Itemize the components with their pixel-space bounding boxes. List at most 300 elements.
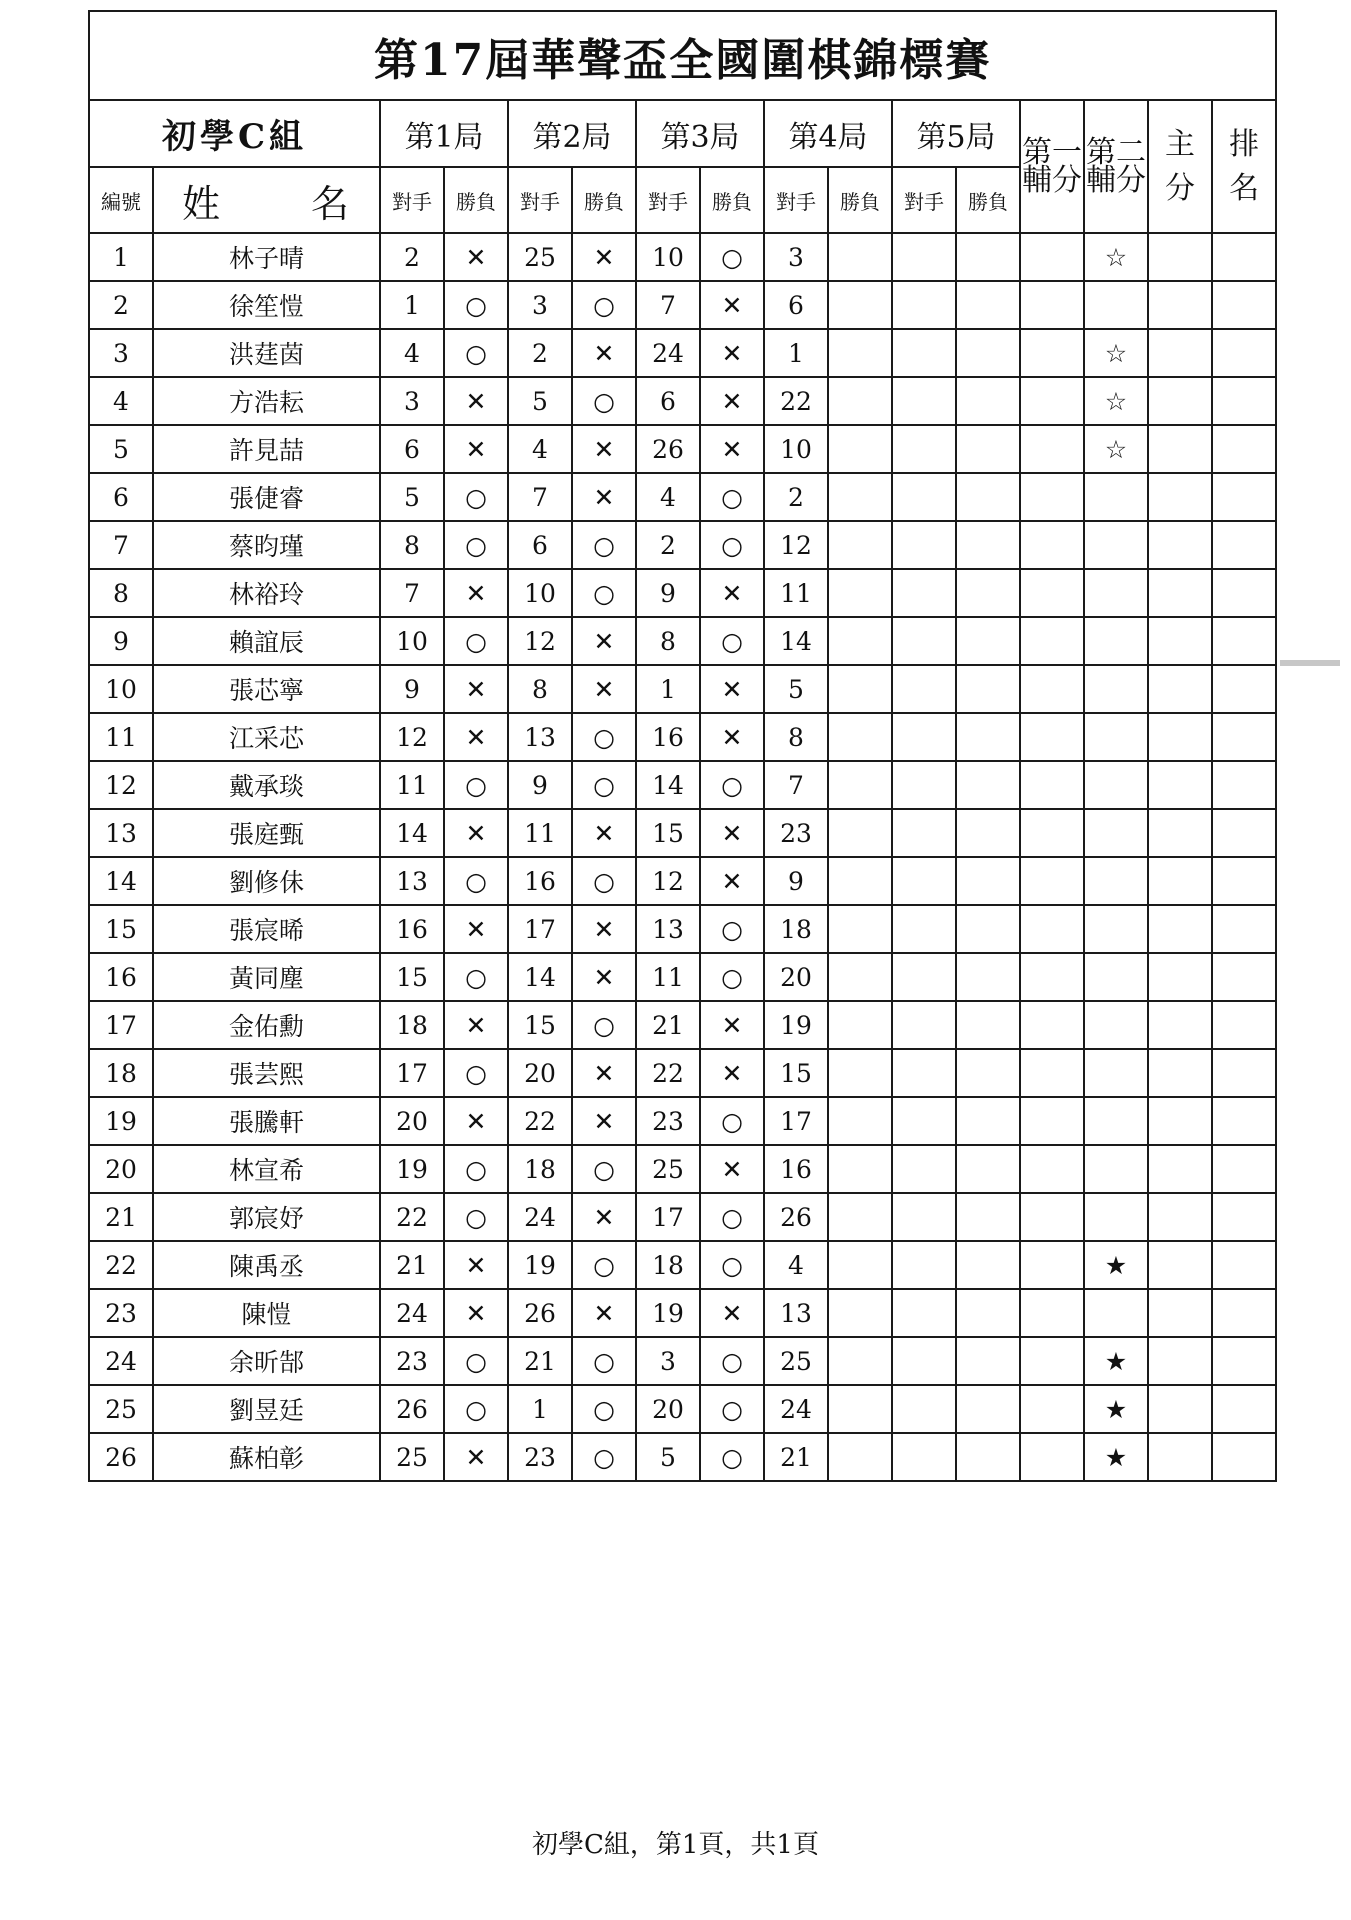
player-name: 張倢睿 bbox=[153, 473, 380, 521]
round-4-result bbox=[828, 1289, 892, 1337]
round-2-result: ✕ bbox=[572, 905, 636, 953]
aux-score-2-cell bbox=[1084, 281, 1148, 329]
rank-header bbox=[1212, 100, 1276, 233]
round-2-opponent: 5 bbox=[508, 377, 572, 425]
player-name: 郭宸妤 bbox=[153, 1193, 380, 1241]
standings-table bbox=[88, 10, 1277, 1482]
name-header-char2: 名 bbox=[310, 181, 349, 226]
table-row bbox=[89, 1385, 1276, 1433]
round-1-result: ○ bbox=[444, 473, 508, 521]
round-3-result: ○ bbox=[700, 761, 764, 809]
round-3-result: ✕ bbox=[700, 857, 764, 905]
table-row bbox=[89, 1337, 1276, 1385]
main-score-cell bbox=[1148, 521, 1212, 569]
round-4-opponent: 13 bbox=[764, 1289, 828, 1337]
round-3-result: ○ bbox=[700, 1193, 764, 1241]
round-5-result bbox=[956, 1289, 1020, 1337]
rank-header-line2: 名 bbox=[1229, 170, 1260, 206]
aux-score-2-cell bbox=[1084, 713, 1148, 761]
main-score-cell bbox=[1148, 713, 1212, 761]
round-5-result bbox=[956, 569, 1020, 617]
aux-score-1-cell bbox=[1020, 1049, 1084, 1097]
table-row bbox=[89, 857, 1276, 905]
round-1-result: ✕ bbox=[444, 1097, 508, 1145]
player-name: 徐笙愷 bbox=[153, 281, 380, 329]
round-2-result: ○ bbox=[572, 569, 636, 617]
aux-score-1-header-line1: 第一 bbox=[1022, 134, 1082, 170]
round-1-result: ○ bbox=[444, 1049, 508, 1097]
round-3-opponent: 1 bbox=[636, 665, 700, 713]
round-1-opponent: 22 bbox=[380, 1193, 444, 1241]
player-number: 19 bbox=[89, 1097, 153, 1145]
round-3-opponent: 14 bbox=[636, 761, 700, 809]
round-4-result bbox=[828, 569, 892, 617]
rank-cell bbox=[1212, 281, 1276, 329]
round-2-result: ✕ bbox=[572, 1289, 636, 1337]
round-2-opponent: 22 bbox=[508, 1097, 572, 1145]
round-1-opponent: 13 bbox=[380, 857, 444, 905]
player-name: 林子晴 bbox=[153, 233, 380, 281]
rank-cell bbox=[1212, 473, 1276, 521]
round-3-opponent: 11 bbox=[636, 953, 700, 1001]
round-1-opponent: 4 bbox=[380, 329, 444, 377]
aux-score-1-cell bbox=[1020, 1337, 1084, 1385]
aux-score-2-cell bbox=[1084, 473, 1148, 521]
round-2-opponent: 6 bbox=[508, 521, 572, 569]
aux-score-2-cell bbox=[1084, 1145, 1148, 1193]
round-1-result: ✕ bbox=[444, 665, 508, 713]
aux-score-2-cell: ★ bbox=[1084, 1385, 1148, 1433]
round-1-opponent: 1 bbox=[380, 281, 444, 329]
round-1-result: ○ bbox=[444, 1385, 508, 1433]
main-score-cell bbox=[1148, 1241, 1212, 1289]
aux-score-1-cell bbox=[1020, 1289, 1084, 1337]
round-3-result: ○ bbox=[700, 1097, 764, 1145]
round-2-opponent: 2 bbox=[508, 329, 572, 377]
round-1-opponent: 5 bbox=[380, 473, 444, 521]
round-2-opponent: 1 bbox=[508, 1385, 572, 1433]
round-2-result: ✕ bbox=[572, 665, 636, 713]
table-row bbox=[89, 1097, 1276, 1145]
round-4-opponent: 8 bbox=[764, 713, 828, 761]
main-score-cell bbox=[1148, 233, 1212, 281]
aux-score-1-cell bbox=[1020, 473, 1084, 521]
round-3-result: ○ bbox=[700, 1241, 764, 1289]
aux-score-2-cell bbox=[1084, 1193, 1148, 1241]
round-5-opponent bbox=[892, 1001, 956, 1049]
round-2-result: ✕ bbox=[572, 1097, 636, 1145]
player-name: 賴誼辰 bbox=[153, 617, 380, 665]
aux-score-1-cell bbox=[1020, 425, 1084, 473]
aux-score-2-cell: ★ bbox=[1084, 1337, 1148, 1385]
round-2-opponent: 14 bbox=[508, 953, 572, 1001]
round-2-header: 第2局 bbox=[508, 100, 636, 167]
round-5-opponent bbox=[892, 857, 956, 905]
round-3-result: ○ bbox=[700, 473, 764, 521]
opponent-header: 對手 bbox=[636, 167, 700, 233]
round-1-result: ○ bbox=[444, 953, 508, 1001]
rank-cell bbox=[1212, 1433, 1276, 1481]
aux-score-2-header-line2: 輔分 bbox=[1086, 162, 1146, 198]
round-5-opponent bbox=[892, 521, 956, 569]
rank-cell bbox=[1212, 1385, 1276, 1433]
player-name: 林裕玲 bbox=[153, 569, 380, 617]
player-name: 方浩耘 bbox=[153, 377, 380, 425]
main-score-cell bbox=[1148, 425, 1212, 473]
round-4-result bbox=[828, 425, 892, 473]
aux-score-1-cell bbox=[1020, 329, 1084, 377]
round-1-result: ✕ bbox=[444, 713, 508, 761]
round-5-result bbox=[956, 1001, 1020, 1049]
player-name: 陳愷 bbox=[153, 1289, 380, 1337]
round-5-result bbox=[956, 713, 1020, 761]
tournament-title: 第17屆華聲盃全國圍棋錦標賽 bbox=[89, 11, 1276, 100]
round-2-result: ○ bbox=[572, 1433, 636, 1481]
round-1-opponent: 3 bbox=[380, 377, 444, 425]
rank-cell bbox=[1212, 521, 1276, 569]
round-4-opponent: 3 bbox=[764, 233, 828, 281]
main-score-cell bbox=[1148, 1145, 1212, 1193]
result-header: 勝負 bbox=[956, 167, 1020, 233]
round-5-result bbox=[956, 953, 1020, 1001]
round-3-opponent: 7 bbox=[636, 281, 700, 329]
round-2-opponent: 10 bbox=[508, 569, 572, 617]
player-number: 16 bbox=[89, 953, 153, 1001]
aux-score-1-cell bbox=[1020, 233, 1084, 281]
table-row bbox=[89, 1001, 1276, 1049]
round-2-opponent: 20 bbox=[508, 1049, 572, 1097]
round-2-result: ○ bbox=[572, 857, 636, 905]
player-name: 蔡昀瑾 bbox=[153, 521, 380, 569]
round-3-result: ✕ bbox=[700, 713, 764, 761]
round-5-result bbox=[956, 329, 1020, 377]
round-2-opponent: 19 bbox=[508, 1241, 572, 1289]
round-5-result bbox=[956, 617, 1020, 665]
rank-cell bbox=[1212, 425, 1276, 473]
aux-score-2-cell bbox=[1084, 761, 1148, 809]
rank-cell bbox=[1212, 761, 1276, 809]
player-name: 張芸熙 bbox=[153, 1049, 380, 1097]
player-number: 26 bbox=[89, 1433, 153, 1481]
round-5-opponent bbox=[892, 569, 956, 617]
main-score-cell bbox=[1148, 1337, 1212, 1385]
round-5-result bbox=[956, 281, 1020, 329]
player-number: 3 bbox=[89, 329, 153, 377]
round-5-result bbox=[956, 377, 1020, 425]
round-2-result: ○ bbox=[572, 761, 636, 809]
main-score-cell bbox=[1148, 1433, 1212, 1481]
aux-score-2-cell: ★ bbox=[1084, 1241, 1148, 1289]
rank-cell bbox=[1212, 1337, 1276, 1385]
rank-cell bbox=[1212, 1193, 1276, 1241]
round-5-result bbox=[956, 857, 1020, 905]
rank-cell bbox=[1212, 329, 1276, 377]
rank-cell bbox=[1212, 617, 1276, 665]
round-1-result: ✕ bbox=[444, 377, 508, 425]
aux-score-2-cell bbox=[1084, 1289, 1148, 1337]
round-4-result bbox=[828, 1049, 892, 1097]
round-5-result bbox=[956, 521, 1020, 569]
round-5-opponent bbox=[892, 905, 956, 953]
round-5-result bbox=[956, 1433, 1020, 1481]
table-row bbox=[89, 761, 1276, 809]
rank-cell bbox=[1212, 569, 1276, 617]
round-3-opponent: 3 bbox=[636, 1337, 700, 1385]
round-3-opponent: 6 bbox=[636, 377, 700, 425]
round-2-result: ○ bbox=[572, 281, 636, 329]
player-name: 林宣希 bbox=[153, 1145, 380, 1193]
round-1-opponent: 7 bbox=[380, 569, 444, 617]
round-4-result bbox=[828, 1337, 892, 1385]
name-column-header bbox=[153, 167, 380, 233]
round-4-opponent: 17 bbox=[764, 1097, 828, 1145]
round-2-opponent: 25 bbox=[508, 233, 572, 281]
player-name: 劉昱廷 bbox=[153, 1385, 380, 1433]
round-2-opponent: 11 bbox=[508, 809, 572, 857]
round-2-opponent: 18 bbox=[508, 1145, 572, 1193]
round-3-opponent: 21 bbox=[636, 1001, 700, 1049]
player-number: 10 bbox=[89, 665, 153, 713]
player-number: 21 bbox=[89, 1193, 153, 1241]
player-name: 江采芯 bbox=[153, 713, 380, 761]
rank-cell bbox=[1212, 857, 1276, 905]
aux-score-2-cell bbox=[1084, 569, 1148, 617]
round-4-opponent: 4 bbox=[764, 1241, 828, 1289]
round-1-result: ✕ bbox=[444, 425, 508, 473]
round-5-result bbox=[956, 665, 1020, 713]
round-5-result bbox=[956, 761, 1020, 809]
player-name: 黃同塵 bbox=[153, 953, 380, 1001]
round-3-opponent: 13 bbox=[636, 905, 700, 953]
round-3-result: ○ bbox=[700, 953, 764, 1001]
round-4-result bbox=[828, 1001, 892, 1049]
table-row bbox=[89, 233, 1276, 281]
round-2-result: ○ bbox=[572, 1385, 636, 1433]
round-4-opponent: 24 bbox=[764, 1385, 828, 1433]
scan-artifact bbox=[1280, 660, 1340, 666]
rank-cell bbox=[1212, 809, 1276, 857]
round-1-opponent: 9 bbox=[380, 665, 444, 713]
round-2-result: ✕ bbox=[572, 473, 636, 521]
round-3-header: 第3局 bbox=[636, 100, 764, 167]
round-5-opponent bbox=[892, 1289, 956, 1337]
aux-score-1-cell bbox=[1020, 1145, 1084, 1193]
round-4-opponent: 23 bbox=[764, 809, 828, 857]
player-name: 張芯寧 bbox=[153, 665, 380, 713]
round-3-opponent: 16 bbox=[636, 713, 700, 761]
round-4-header: 第4局 bbox=[764, 100, 892, 167]
round-4-opponent: 9 bbox=[764, 857, 828, 905]
round-5-opponent bbox=[892, 1049, 956, 1097]
main-score-cell bbox=[1148, 1193, 1212, 1241]
round-2-opponent: 15 bbox=[508, 1001, 572, 1049]
rank-cell bbox=[1212, 1289, 1276, 1337]
table-row bbox=[89, 665, 1276, 713]
aux-score-2-cell bbox=[1084, 905, 1148, 953]
table-row bbox=[89, 809, 1276, 857]
round-4-result bbox=[828, 905, 892, 953]
aux-score-2-cell bbox=[1084, 1001, 1148, 1049]
main-score-cell bbox=[1148, 953, 1212, 1001]
round-3-result: ✕ bbox=[700, 281, 764, 329]
result-header: 勝負 bbox=[828, 167, 892, 233]
round-2-opponent: 7 bbox=[508, 473, 572, 521]
player-name: 張騰軒 bbox=[153, 1097, 380, 1145]
round-2-result: ✕ bbox=[572, 809, 636, 857]
player-number: 18 bbox=[89, 1049, 153, 1097]
round-3-result: ✕ bbox=[700, 569, 764, 617]
round-3-opponent: 19 bbox=[636, 1289, 700, 1337]
round-2-result: ○ bbox=[572, 1145, 636, 1193]
main-score-cell bbox=[1148, 761, 1212, 809]
aux-score-1-cell bbox=[1020, 1193, 1084, 1241]
round-2-opponent: 21 bbox=[508, 1337, 572, 1385]
round-4-result bbox=[828, 953, 892, 1001]
rank-cell bbox=[1212, 377, 1276, 425]
aux-score-2-cell: ☆ bbox=[1084, 425, 1148, 473]
round-3-opponent: 20 bbox=[636, 1385, 700, 1433]
main-score-cell bbox=[1148, 1049, 1212, 1097]
aux-score-1-cell bbox=[1020, 377, 1084, 425]
round-3-opponent: 10 bbox=[636, 233, 700, 281]
round-5-opponent bbox=[892, 809, 956, 857]
player-number: 11 bbox=[89, 713, 153, 761]
player-number: 17 bbox=[89, 1001, 153, 1049]
table-row bbox=[89, 329, 1276, 377]
player-number: 12 bbox=[89, 761, 153, 809]
round-4-opponent: 20 bbox=[764, 953, 828, 1001]
round-5-opponent bbox=[892, 1193, 956, 1241]
main-score-header-line1: 主 bbox=[1165, 126, 1195, 162]
player-number: 2 bbox=[89, 281, 153, 329]
group-label: 初學C組 bbox=[89, 100, 380, 167]
round-4-opponent: 22 bbox=[764, 377, 828, 425]
round-1-opponent: 17 bbox=[380, 1049, 444, 1097]
table-row bbox=[89, 617, 1276, 665]
round-5-opponent bbox=[892, 1433, 956, 1481]
round-4-opponent: 21 bbox=[764, 1433, 828, 1481]
round-3-result: ✕ bbox=[700, 329, 764, 377]
aux-score-1-cell bbox=[1020, 953, 1084, 1001]
round-4-opponent: 10 bbox=[764, 425, 828, 473]
round-5-opponent bbox=[892, 1241, 956, 1289]
round-4-opponent: 1 bbox=[764, 329, 828, 377]
main-score-cell bbox=[1148, 905, 1212, 953]
table-row bbox=[89, 953, 1276, 1001]
player-number: 23 bbox=[89, 1289, 153, 1337]
aux-score-1-cell bbox=[1020, 1385, 1084, 1433]
main-score-cell bbox=[1148, 473, 1212, 521]
player-number: 15 bbox=[89, 905, 153, 953]
main-score-header-line2: 分 bbox=[1165, 170, 1195, 206]
round-2-result: ✕ bbox=[572, 953, 636, 1001]
table-row bbox=[89, 281, 1276, 329]
round-1-opponent: 24 bbox=[380, 1289, 444, 1337]
round-5-opponent bbox=[892, 713, 956, 761]
round-1-result: ○ bbox=[444, 1337, 508, 1385]
round-5-opponent bbox=[892, 1097, 956, 1145]
round-5-result bbox=[956, 1145, 1020, 1193]
round-2-opponent: 9 bbox=[508, 761, 572, 809]
round-5-opponent bbox=[892, 473, 956, 521]
aux-score-2-cell bbox=[1084, 665, 1148, 713]
main-score-cell bbox=[1148, 665, 1212, 713]
round-2-result: ✕ bbox=[572, 1049, 636, 1097]
round-1-result: ✕ bbox=[444, 233, 508, 281]
round-5-result bbox=[956, 473, 1020, 521]
player-number: 20 bbox=[89, 1145, 153, 1193]
table-row bbox=[89, 905, 1276, 953]
round-5-result bbox=[956, 809, 1020, 857]
round-5-opponent bbox=[892, 1337, 956, 1385]
aux-score-2-cell bbox=[1084, 953, 1148, 1001]
player-rows bbox=[89, 233, 1276, 1481]
round-5-result bbox=[956, 1337, 1020, 1385]
main-score-cell bbox=[1148, 617, 1212, 665]
aux-score-1-cell bbox=[1020, 1097, 1084, 1145]
round-5-opponent bbox=[892, 425, 956, 473]
aux-score-1-header-line2: 輔分 bbox=[1022, 162, 1082, 198]
round-1-result: ✕ bbox=[444, 1241, 508, 1289]
round-5-result bbox=[956, 1385, 1020, 1433]
table-row bbox=[89, 1241, 1276, 1289]
number-column-header: 編號 bbox=[89, 167, 153, 233]
player-name: 許見喆 bbox=[153, 425, 380, 473]
aux-score-2-cell bbox=[1084, 857, 1148, 905]
round-5-result bbox=[956, 233, 1020, 281]
aux-score-1-cell bbox=[1020, 809, 1084, 857]
round-3-result: ✕ bbox=[700, 1049, 764, 1097]
round-3-opponent: 22 bbox=[636, 1049, 700, 1097]
aux-score-1-cell bbox=[1020, 569, 1084, 617]
round-4-result bbox=[828, 1145, 892, 1193]
round-3-opponent: 5 bbox=[636, 1433, 700, 1481]
table-row bbox=[89, 1049, 1276, 1097]
round-2-result: ✕ bbox=[572, 1193, 636, 1241]
round-3-result: ○ bbox=[700, 1433, 764, 1481]
round-1-opponent: 6 bbox=[380, 425, 444, 473]
player-name: 張庭甄 bbox=[153, 809, 380, 857]
round-5-header: 第5局 bbox=[892, 100, 1020, 167]
round-1-opponent: 20 bbox=[380, 1097, 444, 1145]
round-1-opponent: 11 bbox=[380, 761, 444, 809]
player-name: 劉修佅 bbox=[153, 857, 380, 905]
main-score-cell bbox=[1148, 329, 1212, 377]
round-5-opponent bbox=[892, 953, 956, 1001]
round-2-opponent: 12 bbox=[508, 617, 572, 665]
round-4-opponent: 5 bbox=[764, 665, 828, 713]
table-row bbox=[89, 713, 1276, 761]
aux-score-1-cell bbox=[1020, 761, 1084, 809]
round-3-result: ○ bbox=[700, 1385, 764, 1433]
result-header: 勝負 bbox=[572, 167, 636, 233]
opponent-header: 對手 bbox=[380, 167, 444, 233]
aux-score-1-cell bbox=[1020, 665, 1084, 713]
rank-cell bbox=[1212, 905, 1276, 953]
opponent-header: 對手 bbox=[764, 167, 828, 233]
player-name: 余昕郜 bbox=[153, 1337, 380, 1385]
table-row bbox=[89, 569, 1276, 617]
round-1-opponent: 19 bbox=[380, 1145, 444, 1193]
round-2-result: ○ bbox=[572, 521, 636, 569]
round-2-result: ✕ bbox=[572, 617, 636, 665]
round-1-result: ○ bbox=[444, 857, 508, 905]
round-2-result: ○ bbox=[572, 1241, 636, 1289]
rank-cell bbox=[1212, 1145, 1276, 1193]
round-5-opponent bbox=[892, 377, 956, 425]
round-4-result bbox=[828, 473, 892, 521]
player-number: 22 bbox=[89, 1241, 153, 1289]
